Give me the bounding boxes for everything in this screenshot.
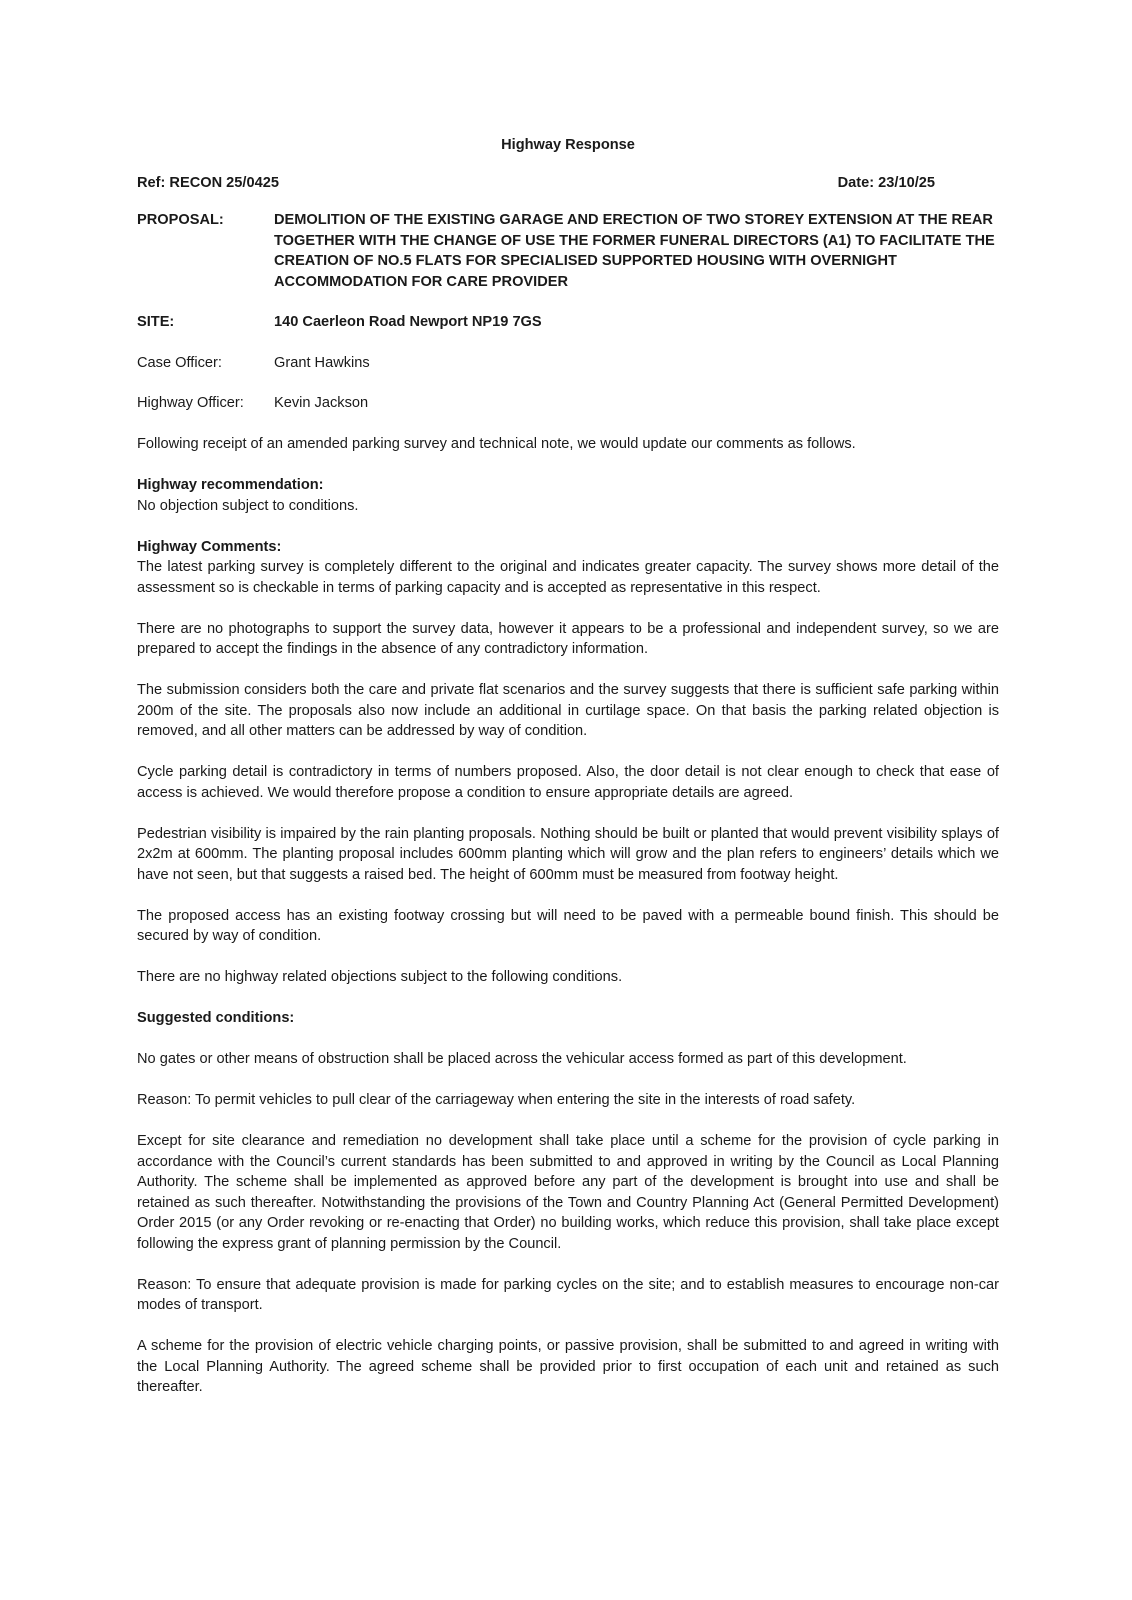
document-date: Date: 23/10/25	[837, 174, 935, 191]
condition-paragraph: Except for site clearance and remediation no development shall take place until a scheme for the provision of cycle parking in accordance with the Council’s current standards has been submitted to and approved in writing by the Council as Local Planning Authority. The scheme shall be implemented as approved before any part of the development is brought into use and shall be retained as such thereafter. Notwithstanding the provisions of the Town and Country Planning Act (General Permitted Development) Order 2015 (or any Order revoking or re-enacting that Order) no building works, which reduce this provision, shall take place except following the express grant of planning permission by the Council.	[137, 1133, 999, 1252]
intro-paragraph: Following receipt of an amended parking survey and technical note, we would update our comments as follows.	[137, 435, 856, 452]
case-officer-label: Case Officer:	[137, 354, 222, 371]
comment-paragraph: The latest parking survey is completely different to the original and indicates greater capacity. The survey shows more detail of the assessment so is checkable in terms of parking capacity and is accepted as representative in this respect.	[137, 559, 999, 596]
condition-paragraph: A scheme for the provision of electric vehicle charging points, or passive provision, shall be submitted to and agreed in writing with the Local Planning Authority. The agreed scheme shall be provided prior to first occupation of each unit and retained as such thereafter.	[137, 1338, 999, 1395]
comment-paragraph: The submission considers both the care and private flat scenarios and the survey suggests that there is sufficient safe parking within 200m of the site. The proposals also now include an additional in curtilage space. On that basis the parking related objection is removed, and all other matters can be addressed by way of condition.	[137, 682, 999, 739]
site-row	[137, 312, 999, 333]
comment-paragraph: There are no photographs to support the survey data, however it appears to be a professional and independent survey, so we are prepared to accept the findings in the absence of any contradictory information.	[137, 620, 999, 657]
comment-paragraph: There are no highway related objections subject to the following conditions.	[137, 969, 623, 985]
recommendation-text: No objection subject to conditions.	[137, 497, 359, 514]
site-label: SITE:	[137, 314, 175, 330]
proposal-row	[137, 210, 999, 292]
document-title: Highway Response	[501, 137, 635, 153]
comment-paragraph: Cycle parking detail is contradictory in terms of numbers proposed. Also, the door detail is not clear enough to check that ease of access is achieved. We would therefore propose a condition to ensure appropriate details are agreed.	[137, 764, 999, 801]
document-body	[137, 135, 999, 1418]
highway-officer-value: Kevin Jackson	[274, 395, 369, 411]
condition-reason: Reason: To permit vehicles to pull clear of the carriageway when entering the site in the interests of road safety.	[137, 1092, 856, 1108]
highway-officer-row	[137, 393, 999, 414]
comment-paragraph: Pedestrian visibility is impaired by the rain planting proposals. Nothing should be built or planted that would prevent visibility splays of 2x2m at 600mm. The planting proposal includes 600mm planting which will grow and the plan refers to engineers’ details which we have not seen, but that suggests a raised bed. The height of 600mm must be measured from footway height.	[137, 825, 999, 883]
comments-section	[137, 537, 999, 988]
case-officer-row	[137, 353, 999, 374]
proposal-label: PROPOSAL:	[137, 212, 224, 228]
site-value: 140 Caerleon Road Newport NP19 7GS	[274, 314, 542, 330]
recommendation-section	[137, 475, 999, 516]
reference-number: Ref: RECON 25/0425	[137, 174, 279, 191]
case-officer-value: Grant Hawkins	[274, 354, 370, 371]
conditions-heading: Suggested conditions:	[137, 1010, 295, 1026]
ref-date-row	[137, 173, 999, 194]
recommendation-heading: Highway recommendation:	[137, 477, 324, 493]
proposal-value: DEMOLITION OF THE EXISTING GARAGE AND ERECTION OF TWO STOREY EXTENSION AT THE REAR TOGETHER WITH THE CHANGE OF USE THE FORMER FUNERAL DIRECTORS (A1) TO FACILITATE THE CREATION OF NO.5 FLATS FOR SPECIALISED SUPPORTED HOUSING WITH OVERNIGHT ACCOMMODATION FOR CARE PROVIDER	[274, 212, 995, 290]
highway-officer-label: Highway Officer:	[137, 395, 244, 411]
comment-paragraph: The proposed access has an existing footway crossing but will need to be paved with a permeable bound finish. This should be secured by way of condition.	[137, 907, 999, 944]
condition-reason: Reason: To ensure that adequate provision is made for parking cycles on the site; and to establish measures to encourage non-car modes of transport.	[137, 1276, 999, 1313]
comments-heading: Highway Comments:	[137, 538, 282, 555]
conditions-section	[137, 1008, 999, 1398]
condition-paragraph: No gates or other means of obstruction shall be placed across the vehicular access formed as part of this development.	[137, 1051, 907, 1067]
